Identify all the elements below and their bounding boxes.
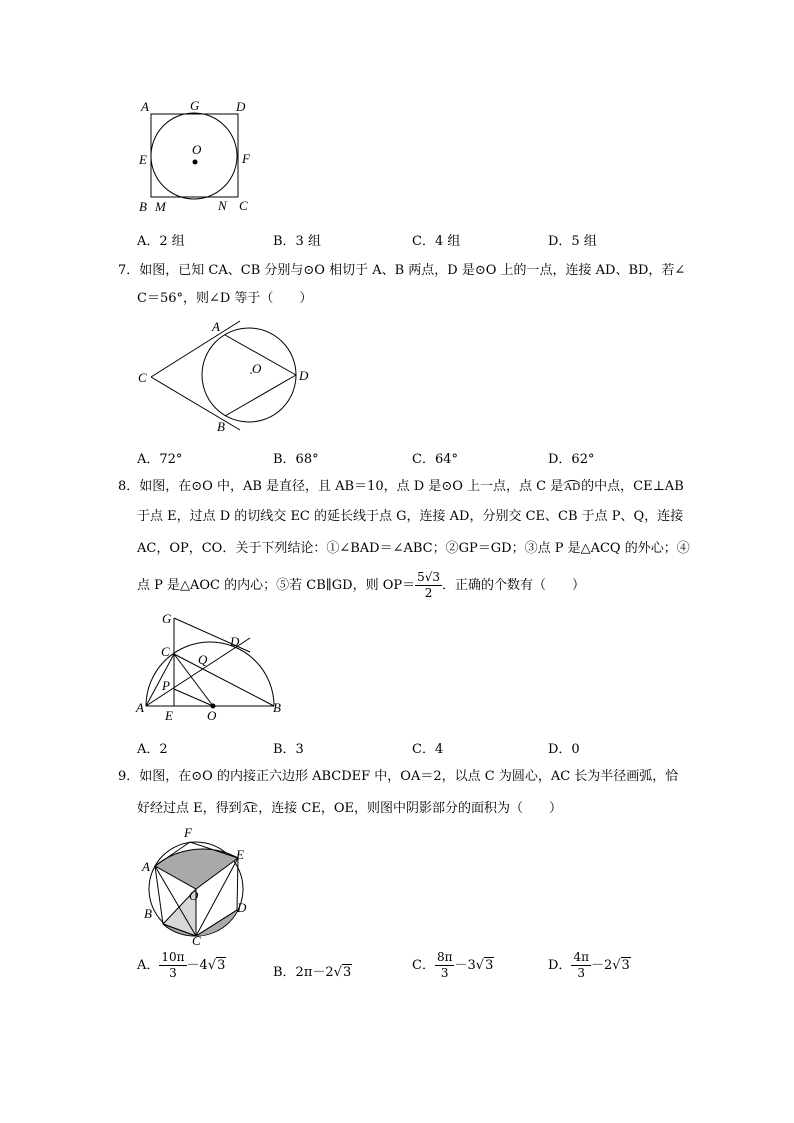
label-M: M	[155, 199, 166, 214]
figure-q7-tangents	[134, 316, 324, 438]
q8-option-a: A．2	[137, 742, 168, 757]
figure-q8-semicircle	[134, 608, 294, 724]
q7-text-1: 如图，已知 CA、CB 分别与⊙O 相切于 A、B 两点，D 是⊙O 上的一点，连接 AD、BD，若∠	[139, 263, 686, 278]
label-A: A	[136, 700, 144, 715]
q8-line-3: AC，OP，CO．关于下列结论：①∠BAD＝∠ABC；②GP＝GD；③点 P 是△ACQ 的外心；④	[137, 541, 690, 556]
q9-c-rest: －3	[454, 958, 476, 973]
q9-c-prefix: C．	[412, 958, 435, 973]
label-E: E	[139, 152, 147, 167]
label-B: B	[144, 906, 152, 921]
fig1-option-a: A．2 组	[137, 234, 185, 249]
q9-arc-ae: AE	[242, 803, 258, 815]
label-C: C	[192, 933, 201, 946]
q7-option-c: C．64°	[412, 452, 458, 467]
figure-square-circle	[136, 96, 266, 220]
q9-d-radicand: 3	[621, 958, 630, 973]
q9-c-radicand: 3	[485, 958, 494, 973]
q9-text-1: 如图，在⊙O 的内接正六边形 ABCDEF 中，OA＝2，以点 C 为圆心，AC 长为半径画弧，恰	[139, 769, 679, 784]
label-E: E	[236, 847, 244, 862]
q8-option-d: D．0	[548, 742, 580, 757]
q8-line-4	[137, 570, 585, 601]
q7-option-a: A．72°	[137, 452, 183, 467]
q8-arc-ad: AD	[564, 481, 581, 493]
label-B: B	[139, 199, 147, 214]
label-P: P	[162, 678, 170, 693]
q8-text-1a: 如图，在⊙O 中，AB 是直径，且 AB＝10，点 D 是⊙O 上一点，点 C 是	[139, 479, 564, 494]
q9-a-radicand: 3	[217, 958, 226, 973]
label-A: A	[212, 319, 220, 334]
q8-fraction-numerator: 5√3	[417, 570, 441, 584]
q9-d-denominator: 3	[577, 966, 586, 980]
label-N: N	[218, 198, 227, 213]
q8-option-b: B．3	[273, 742, 304, 757]
label-A: A	[141, 99, 149, 114]
q9-option-d: D． $\frac{4\pi}{3}$ －2√3	[548, 950, 630, 980]
q9-a-numerator: 10π	[161, 950, 185, 964]
q9-line-1	[118, 763, 678, 791]
label-Q: Q	[198, 652, 208, 667]
q8-text-1b: 的中点，CE⊥AB	[581, 479, 684, 494]
label-B: B	[273, 700, 281, 715]
figure-q9-hexagon	[134, 826, 264, 946]
label-O: O	[192, 142, 202, 157]
label-D: D	[230, 634, 240, 649]
q9-d-rest: －2	[590, 958, 613, 973]
q7-line-1	[118, 257, 685, 285]
label-G: G	[190, 98, 200, 113]
q8-text-4a: 点 P 是△AOC 的内心；⑤若 CB∥GD，则 OP＝	[137, 578, 416, 593]
q7-option-d: D．62°	[548, 452, 595, 467]
label-F: F	[184, 826, 192, 840]
label-O: O	[189, 888, 199, 903]
label-D: D	[236, 99, 246, 114]
label-O: O	[252, 361, 262, 376]
q9-a-rest: －4	[186, 958, 208, 973]
q9-option-b: B．2π－2√3	[273, 965, 352, 980]
q9-text-2a: 好经过点 E，得到	[137, 801, 242, 816]
label-O: O	[207, 708, 217, 723]
q9-option-c: C． $\frac{8\pi}{3}$ －3√3	[412, 950, 494, 980]
q7-line-2: C＝56°，则∠D 等于（ ）	[137, 291, 313, 306]
q9-d-fraction	[571, 950, 591, 981]
q9-c-numerator: 8π	[436, 950, 453, 964]
label-D: D	[237, 900, 247, 915]
label-A: A	[142, 859, 150, 874]
q9-line-2	[137, 795, 562, 823]
q7-number: 7．	[118, 263, 140, 278]
q8-fraction-denominator: 2	[424, 586, 433, 600]
label-C: C	[161, 644, 170, 659]
q8-option-c: C．4	[412, 742, 444, 757]
fig1-option-c: C．4 组	[412, 234, 461, 249]
q9-c-fraction	[435, 950, 455, 981]
fig1-option-d: D．5 组	[548, 234, 597, 249]
q9-option-a: A． $\frac{10\pi}{3}$ －4√3	[137, 950, 226, 980]
q9-text-2b: ，连接 CE，OE，则图中阴影部分的面积为（ ）	[258, 801, 563, 816]
q9-a-denominator: 3	[169, 966, 177, 980]
q7-option-b: B．68°	[273, 452, 319, 467]
q9-number: 9．	[118, 769, 140, 784]
label-D: D	[299, 368, 309, 383]
q9-a-fraction	[159, 950, 186, 981]
label-G: G	[162, 611, 172, 626]
label-E: E	[165, 708, 173, 723]
label-F: F	[242, 151, 250, 166]
q8-fraction	[415, 570, 442, 601]
label-B: B	[217, 419, 225, 434]
q8-line-1	[118, 473, 684, 501]
q8-text-4b: ．正确的个数有（ ）	[442, 578, 586, 593]
q8-number: 8．	[118, 479, 140, 494]
q9-b-radicand: 3	[342, 965, 352, 980]
q9-c-denominator: 3	[440, 966, 449, 980]
q9-a-prefix: A．	[137, 958, 160, 973]
label-C: C	[239, 198, 248, 213]
label-C: C	[138, 370, 147, 385]
q9-d-prefix: D．	[548, 958, 572, 973]
q9-b-prefix: B．2π－2	[273, 965, 334, 980]
q8-line-2: 于点 E，过点 D 的切线交 EC 的延长线于点 G，连接 AD，分别交 CE、CB 于点 P、Q，连接	[137, 509, 684, 524]
q9-d-numerator: 4π	[573, 950, 589, 964]
fig1-option-b: B．3 组	[273, 234, 321, 249]
